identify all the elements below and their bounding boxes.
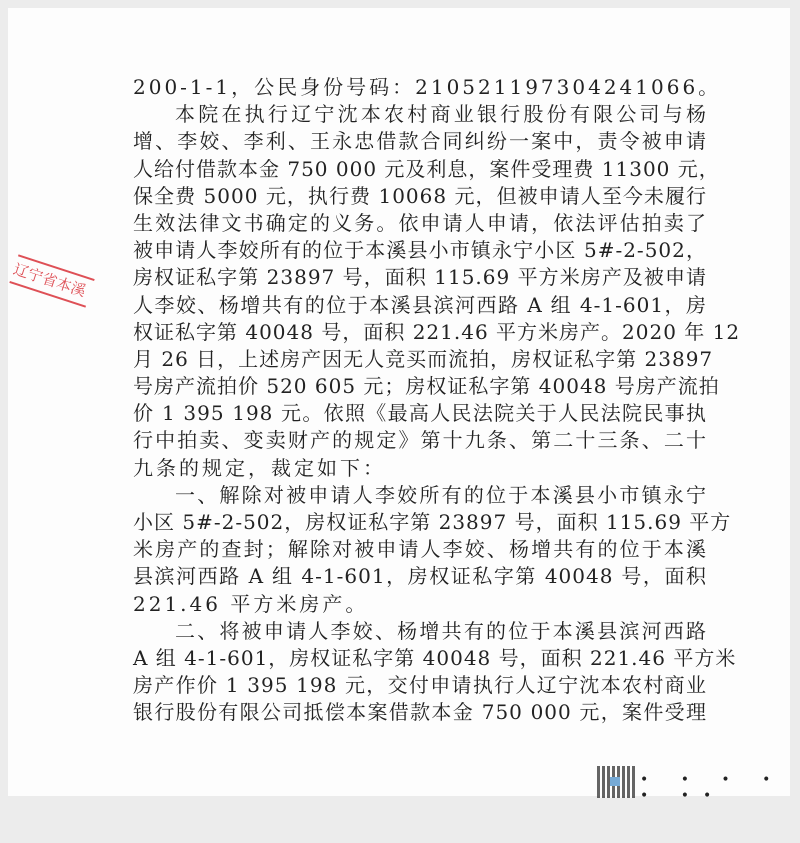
text-line: 保全费 5000 元，执行费 10068 元，但被申请人至今未履行: [133, 183, 707, 208]
text-line: 200-1-1，公民身份号码：210521197304241066。: [133, 75, 722, 99]
text-line: 月 26 日，上述房产因无人竞买而流拍，房权证私字第 23897: [133, 346, 714, 371]
text-line: 小区 5#-2-502，房权证私字第 23897 号，面积 115.69 平方: [133, 510, 732, 534]
qr-code-icon: [597, 766, 635, 798]
text-line: 房权证私字第 23897 号，面积 115.69 平方米房产及被申请: [133, 265, 707, 290]
text-line: 本院在执行辽宁沈本农村商业银行股份有限公司与杨: [175, 102, 707, 127]
text-line: 生效法律文书确定的义务。依申请人申请，依法评估拍卖了: [133, 210, 707, 235]
text-line: 人给付借款本金 750 000 元及利息，案件受理费 11300 元，: [133, 156, 720, 181]
text-line: 九条的规定，裁定如下：: [133, 455, 386, 480]
text-line: 行中拍卖、变卖财产的规定》第十九条、第二十三条、二十: [133, 428, 707, 453]
text-line: 权证私字第 40048 号，面积 221.46 平方米房产。2020 年 12: [133, 319, 741, 344]
text-line: 号房产流拍价 520 605 元；房权证私字第 40048 号房产流拍: [133, 374, 720, 399]
text-line: 房产作价 1 395 198 元，交付申请执行人辽宁沈本农村商业: [133, 673, 707, 698]
text-line: A 组 4-1-601，房权证私字第 40048 号，面积 221.46 平方米: [133, 645, 737, 670]
document-page: [8, 8, 790, 796]
text-line: 221.46 平方米房产。: [133, 591, 369, 616]
text-line: 增、李姣、李利、王永忠借款合同纠纷一案中，责令被申请: [133, 129, 707, 154]
text-line: 人李姣、杨增共有的位于本溪县滨河西路 A 组 4-1-601，房: [133, 292, 707, 317]
footer-dots: • • • • • ••: [640, 772, 785, 804]
text-line: 被申请人李姣所有的位于本溪县小市镇永宁小区 5#-2-502，: [133, 238, 707, 263]
court-seal-stamp: 辽宁省本溪: [9, 254, 94, 307]
text-line: 一、解除对被申请人李姣所有的位于本溪县小市镇永宁: [175, 482, 707, 507]
text-line: 县滨河西路 A 组 4-1-601，房权证私字第 40048 号，面积: [133, 564, 707, 589]
text-line: 米房产的查封；解除对被申请人李姣、杨增共有的位于本溪: [133, 537, 707, 562]
text-line: 二、将被申请人李姣、杨增共有的位于本溪县滨河西路: [175, 618, 707, 643]
text-line: 价 1 395 198 元。依照《最高人民法院关于人民法院民事执: [133, 401, 707, 426]
document-body: [133, 74, 741, 727]
text-line: 银行股份有限公司抵偿本案借款本金 750 000 元，案件受理: [133, 700, 707, 725]
